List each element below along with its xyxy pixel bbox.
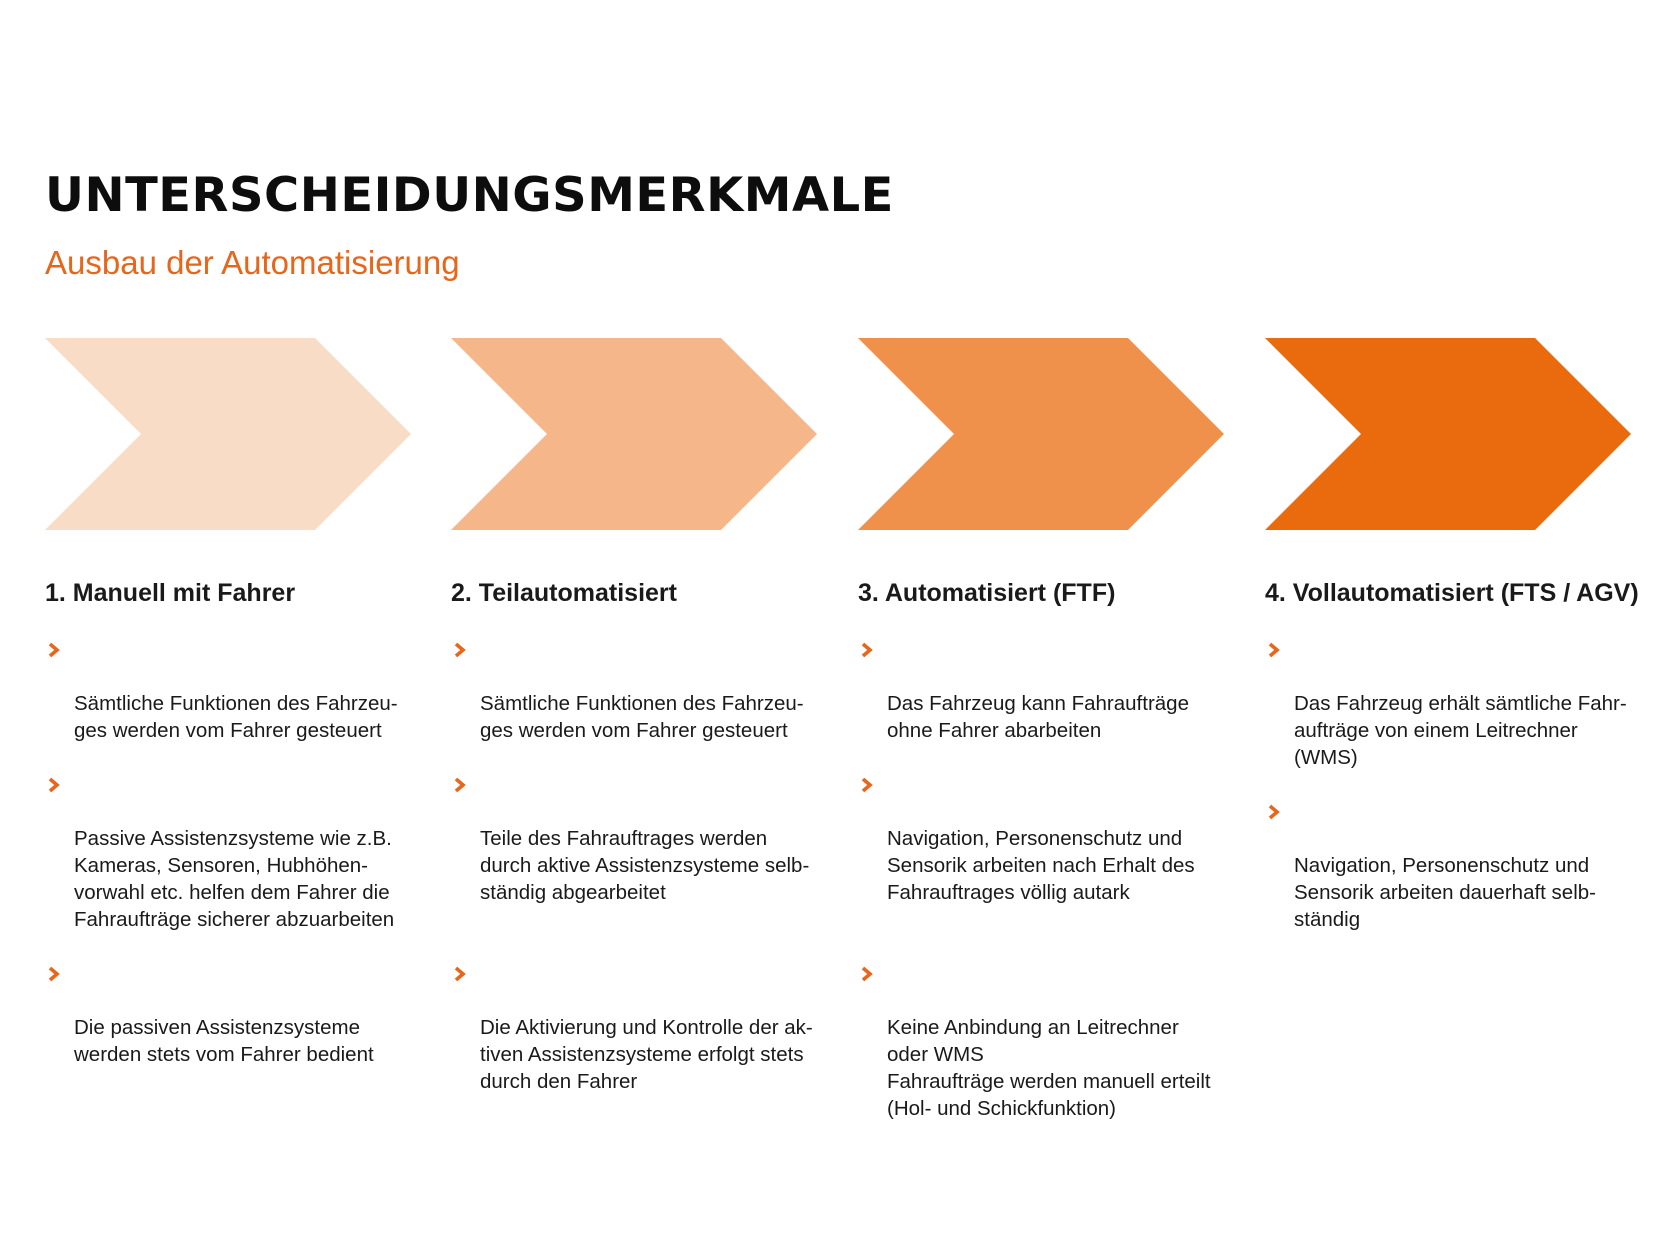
chevron-right-icon <box>453 966 467 982</box>
list-item-text: Navigation, Personenschutz und Sensorik arbeiten dauerhaft selb- ständig <box>1294 854 1596 931</box>
stage-column-3 <box>858 578 1238 1122</box>
chevron-right-icon <box>47 777 61 793</box>
stage-heading: 3. Automatisiert (FTF) <box>858 579 1116 607</box>
list-item <box>858 636 1238 744</box>
page-subtitle: Ausbau der Automatisierung <box>45 244 460 281</box>
stage-heading: 2. Teilautomatisiert <box>451 579 677 607</box>
list-item <box>45 960 425 1068</box>
chevron-right-icon <box>453 777 467 793</box>
stage-column-1 <box>45 578 425 1068</box>
page-title: UNTERSCHEIDUNGSMERKMALE <box>45 168 894 223</box>
chevron-right-icon <box>47 642 61 658</box>
list-item <box>1265 798 1665 933</box>
chevron-right-icon <box>860 966 874 982</box>
list-item-text: Die Aktivierung und Kontrolle der ak- tiven Assistenzsysteme erfolgt stets durch den Fahrer <box>480 1016 813 1093</box>
chevron-right-icon <box>860 642 874 658</box>
stage-heading: 4. Vollautomatisiert (FTS / AGV) <box>1265 579 1639 607</box>
list-item <box>858 771 1238 906</box>
chevron-stage-3 <box>858 338 1224 530</box>
list-item <box>858 960 1238 1122</box>
list-item-text: Navigation, Personenschutz und Sensorik arbeiten nach Erhalt des Fahrauftrages völlig autark <box>887 827 1195 904</box>
list-item <box>451 771 831 906</box>
list-item-text: Teile des Fahrauftrages werden durch aktive Assistenzsysteme selb- ständig abgearbeitet <box>480 827 810 904</box>
list-item-text: Passive Assistenzsysteme wie z.B. Kameras, Sensoren, Hubhöhen- vorwahl etc. helfen dem Fahrer die Fahraufträge sicherer abzuarbeiten <box>74 827 395 931</box>
list-item <box>45 636 425 744</box>
list-item-text: Das Fahrzeug kann Fahraufträge ohne Fahrer abarbeiten <box>887 692 1189 742</box>
chevron-right-icon <box>860 777 874 793</box>
list-item <box>1265 636 1665 771</box>
list-item <box>45 771 425 933</box>
chevron-stage-4 <box>1265 338 1631 530</box>
list-item-text: Keine Anbindung an Leitrechner oder WMS Fahraufträge werden manuell erteilt (Hol- und Schickfunktion) <box>887 1016 1211 1120</box>
list-item-text: Sämtliche Funktionen des Fahrzeu- ges werden vom Fahrer gesteuert <box>74 692 398 742</box>
list-item-text: Das Fahrzeug erhält sämtliche Fahr- aufträge von einem Leitrechner (WMS) <box>1294 692 1627 769</box>
list-item <box>451 960 831 1095</box>
list-item-text: Die passiven Assistenzsysteme werden stets vom Fahrer bedient <box>74 1016 374 1066</box>
stage-column-2 <box>451 578 831 1095</box>
chevron-row <box>0 0 1680 560</box>
list-item <box>451 636 831 744</box>
chevron-right-icon <box>1267 804 1281 820</box>
list-item-text: Sämtliche Funktionen des Fahrzeu- ges werden vom Fahrer gesteuert <box>480 692 804 742</box>
chevron-right-icon <box>47 966 61 982</box>
chevron-right-icon <box>453 642 467 658</box>
chevron-stage-2 <box>451 338 817 530</box>
chevron-right-icon <box>1267 642 1281 658</box>
stage-column-4 <box>1265 578 1665 933</box>
stage-heading: 1. Manuell mit Fahrer <box>45 579 296 607</box>
chevron-stage-1 <box>45 338 411 530</box>
